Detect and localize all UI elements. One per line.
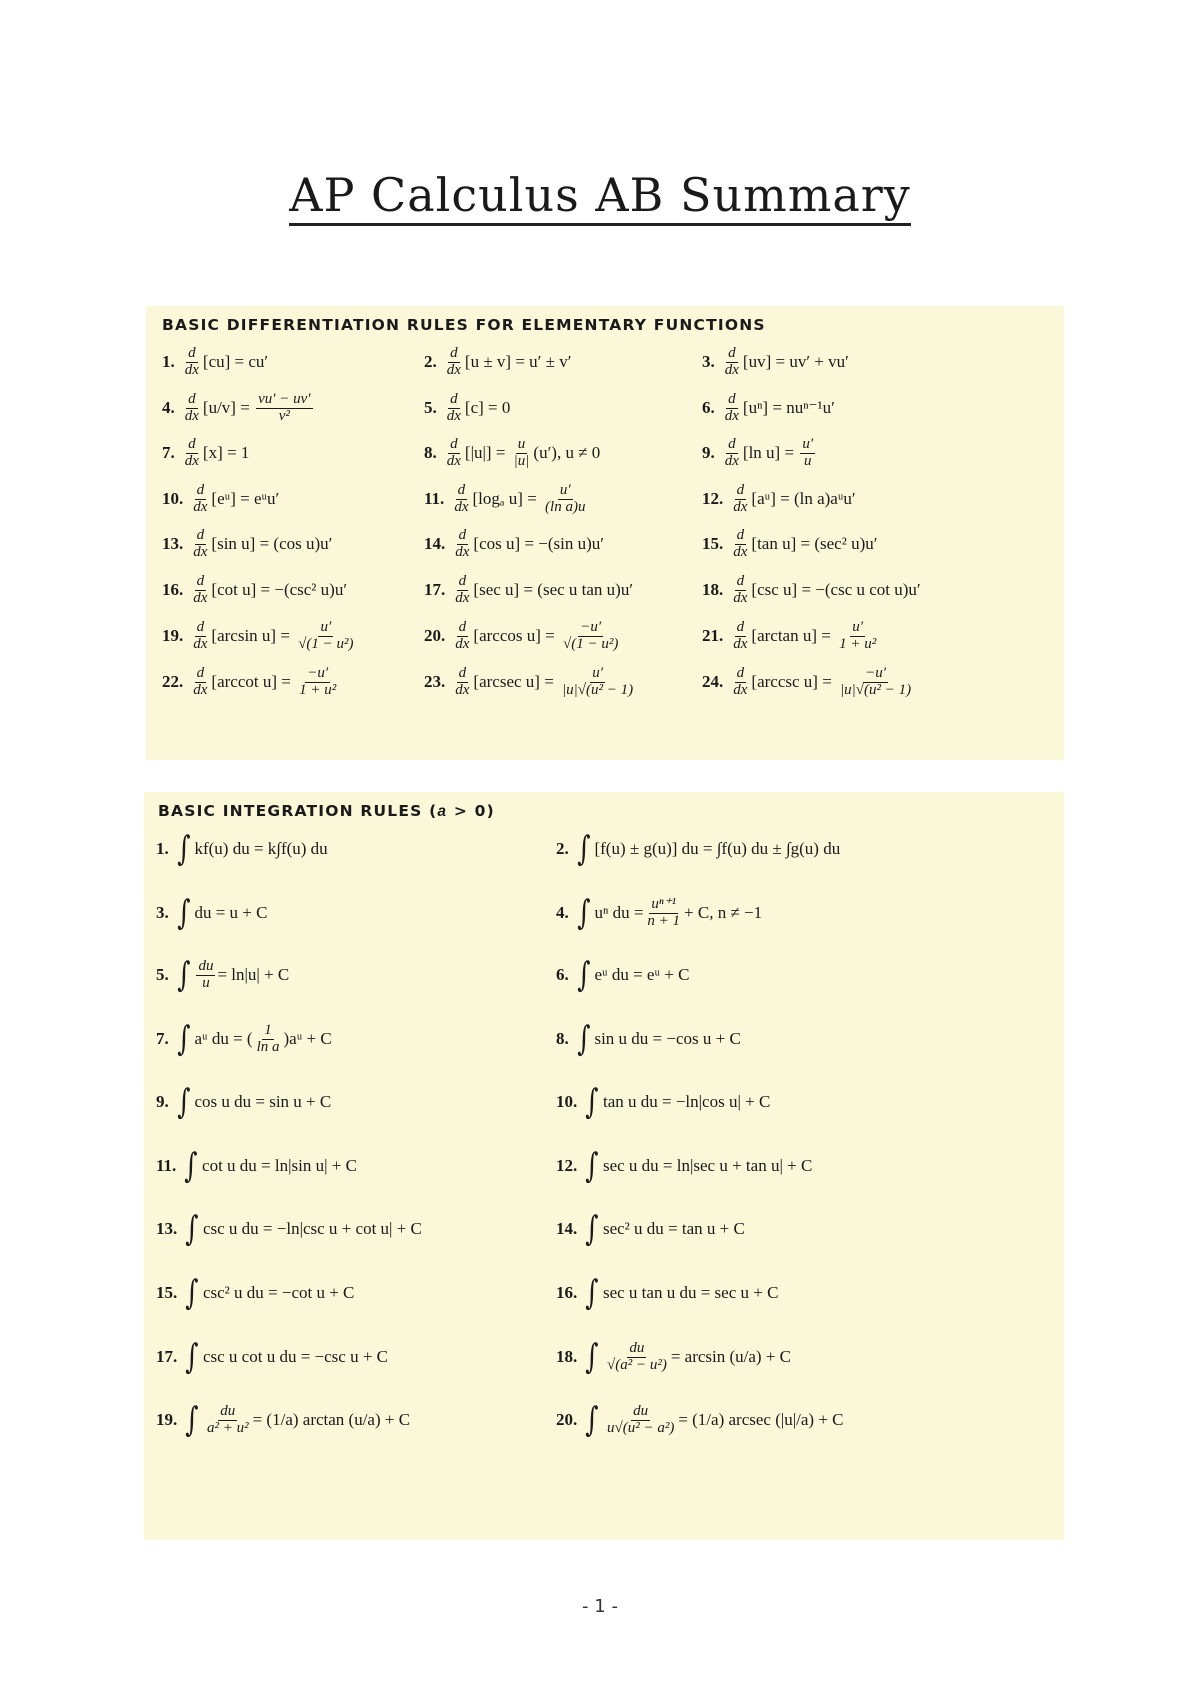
integral-sign-icon: ∫ [184,1146,198,1186]
rule-number: 18. [702,580,724,600]
rule-result-fraction: $\frac{-u'}{\text{1 + u²}}$ [299,665,337,698]
d-dx-operator: $\frac{d}{dx}$ [184,436,199,469]
integral-sign-icon: ∫ [576,829,591,869]
rule-result: = cu′ [234,352,269,372]
d-dx-operator: $\frac{d}{dx}$ [733,527,748,560]
integral-sign-icon: ∫ [585,1146,599,1186]
rule-argument: [cu] [202,352,231,372]
rule-text: kf(u) du = k∫f(u) du [194,839,328,858]
rule-text: csc u cot u du = −csc u + C [202,1347,389,1366]
rule-result-fraction: $\frac{u'}{\text{1 + u²}}$ [839,619,877,652]
integral-sign-icon: ∫ [176,829,191,869]
d-dx-operator: $\frac{d}{dx}$ [446,391,461,424]
rule-number: 12. [556,1156,578,1175]
integral-sign-icon: ∫ [585,1400,599,1440]
d-dx-operator: $\frac{d}{dx}$ [455,619,470,652]
rule-number: 20. [424,626,446,646]
derivative-rule [702,574,921,607]
derivative-rule: 9. $\frac{d}{dx}$ [ln u] = $\frac{u'}{u}$ [702,436,814,469]
rule-text: csc u du = −ln|csc u + cot u| + C [202,1219,422,1238]
rule-number: 16. [162,580,184,600]
rule-argument: [uⁿ] [742,398,769,418]
rule-text: eᵘ du = eᵘ + C [594,965,690,984]
rule-number: 14. [556,1219,578,1238]
rule-argument: [x] [202,443,223,463]
integral-sign-icon: ∫ [176,1082,191,1122]
derivative-rule: 19. $\frac{d}{dx}$ [arcsin u] = $\frac{u'}{\text{√(1 − u²)}}$ [162,619,354,652]
rule-argument: [c] [464,398,484,418]
derivative-rule [162,574,347,607]
rule-number: 11. [424,489,445,509]
rule-argument: [uv] [742,352,772,372]
rule-number: 2. [424,352,437,372]
rule-number: 16. [556,1283,578,1302]
rule-number: 9. [156,1092,169,1111]
integral-sign-icon: ∫ [585,1082,599,1122]
derivative-rule [424,346,571,379]
rule-number: 13. [156,1219,178,1238]
d-dx-operator: $\frac{d}{dx}$ [733,665,748,698]
d-dx-operator: $\frac{d}{dx}$ [455,527,470,560]
rule-argument: [csc u] [751,580,798,600]
derivative-rule [424,528,604,561]
integral-sign-icon: ∫ [585,1273,599,1313]
rule-number: 15. [156,1283,178,1302]
integral-rule: 4. ∫ uⁿ du = $\frac{\text{uⁿ⁺¹}}{n + 1}$ + C, n ≠ −1 [556,893,763,933]
rule-result: = (sec² u)u′ [800,534,878,554]
integral-rule [556,1209,745,1249]
integral-sign-icon: ∫ [585,1337,599,1377]
integral-rule [156,1146,357,1186]
d-dx-operator: $\frac{d}{dx}$ [193,665,208,698]
rule-number: 4. [556,903,569,922]
rule-number: 11. [156,1156,177,1175]
d-dx-operator: $\frac{d}{dx}$ [733,573,748,606]
integral-rule [156,1337,389,1377]
rule-text: sec u du = ln|sec u + tan u| + C [602,1156,813,1175]
rule-number: 5. [156,965,169,984]
d-dx-operator: $\frac{d}{dx}$ [733,619,748,652]
rule-number: 10. [162,489,184,509]
rule-fraction: $\frac{du}{\text{√(a² − u²)}}$ [606,1339,667,1373]
rule-text: cot u du = ln|sin u| + C [202,1156,357,1175]
integral-rule [556,1273,779,1313]
rule-argument: [arcsin u] [211,626,277,646]
derivative-rule: 8. $\frac{d}{dx}$ [|u|] = $\frac{u}{|u|}$ (u′), u ≠ 0 [424,436,601,469]
d-dx-operator: $\frac{d}{dx}$ [724,345,739,378]
rule-number: 19. [162,626,184,646]
integral-sign-icon: ∫ [176,893,191,933]
integral-sign-icon: ∫ [185,1337,199,1377]
rule-number: 20. [556,1410,578,1429]
rule-result-fraction: $\frac{u'}{\text{|u|√(u² − 1)}}$ [562,665,634,698]
integration-heading: BASIC INTEGRATION RULES (a > 0) [158,802,495,820]
d-dx-operator: $\frac{d}{dx}$ [193,527,208,560]
rule-text: csc² u du = −cot u + C [202,1283,355,1302]
d-dx-operator: $\frac{d}{dx}$ [193,573,208,606]
rule-argument: [u ± v] [464,352,512,372]
rule-result-fraction: $\frac{vu' - uv'}{\text{v²}}$ [258,391,311,424]
derivative-rule [162,528,332,561]
rule-result-fraction: $\frac{u'}{\text{√(1 − u²)}}$ [298,619,354,652]
integral-sign-icon: ∫ [585,1209,599,1249]
rule-result: = (sec u tan u)u′ [523,580,634,600]
rule-result-fraction: $\frac{-u'}{\text{√(1 − u²)}}$ [563,619,619,652]
rule-argument: [u/v] [202,398,236,418]
derivative-rule [702,528,877,561]
derivative-rule: 22. $\frac{d}{dx}$ [arccot u] = $\frac{-u'}{\text{1 + u²}}$ [162,665,337,698]
d-dx-operator: $\frac{d}{dx}$ [184,345,199,378]
rule-number: 14. [424,534,446,554]
derivative-rule [702,483,856,516]
derivative-rule [702,346,849,379]
rule-result-fraction: $\frac{u}{|u|}$ [513,436,530,469]
d-dx-operator: $\frac{d}{dx}$ [455,665,470,698]
d-dx-operator: $\frac{d}{dx}$ [446,345,461,378]
rule-number: 7. [156,1029,169,1048]
rule-number: 3. [156,903,169,922]
rule-result: = −(csc² u)u′ [260,580,348,600]
d-dx-operator: $\frac{d}{dx}$ [454,482,469,515]
integral-sign-icon: ∫ [576,955,591,995]
derivative-rule [162,437,249,470]
derivative-rule [424,392,510,425]
rule-result: = (ln a)aᵘu′ [780,489,856,509]
rule-argument: [arcsec u] [473,672,540,692]
d-dx-operator: $\frac{d}{dx}$ [724,391,739,424]
rule-text: [f(u) ± g(u)] du = ∫f(u) du ± ∫g(u) du [594,839,841,858]
rule-argument: [cos u] [473,534,521,554]
rule-result-fraction: $\frac{-u'}{\text{|u|√(u² − 1)}}$ [840,665,912,698]
rule-number: 1. [156,839,169,858]
d-dx-operator: $\frac{d}{dx}$ [733,482,748,515]
rule-fraction: $\frac{du}{\text{u√(u² − a²)}}$ [606,1402,675,1436]
derivative-rule [162,483,279,516]
rule-argument: [tan u] [751,534,797,554]
rule-argument: [arccos u] [473,626,541,646]
rule-result-fraction: $\frac{u'}{\text{(ln a)u}}$ [545,482,586,515]
integral-rule: 19. ∫ $\frac{du}{\text{a² + u²}}$ = (1/a) arctan (u/a) + C [156,1400,411,1440]
rule-number: 21. [702,626,724,646]
integral-sign-icon: ∫ [185,1400,199,1440]
d-dx-operator: $\frac{d}{dx}$ [193,619,208,652]
derivative-rule: 11. $\frac{d}{dx}$ [logₐ u] = $\frac{u'}{\text{(ln a)u}}$ [424,482,586,515]
rule-number: 7. [162,443,175,463]
rule-text: sec u tan u du = sec u + C [602,1283,779,1302]
rule-number: 24. [702,672,724,692]
rule-number: 17. [156,1347,178,1366]
rule-fraction: $\frac{du}{\text{a² + u²}}$ [206,1402,249,1436]
integral-sign-icon: ∫ [185,1273,199,1313]
rule-argument: [arccot u] [211,672,278,692]
rule-argument: [eᵘ] [211,489,236,509]
rule-argument: [ln u] [742,443,781,463]
rule-number: 1. [162,352,175,372]
integral-rule [556,1146,813,1186]
integral-rule [556,829,841,869]
rule-argument: [|u|] [464,443,492,463]
rule-number: 5. [424,398,437,418]
rule-argument: [arctan u] [751,626,818,646]
rule-number: 4. [162,398,175,418]
rule-result: = u′ ± v′ [515,352,572,372]
integral-rule [156,893,268,933]
rule-number: 6. [556,965,569,984]
derivative-rule: 4. $\frac{d}{dx}$ [u/v] = $\frac{vu' - uv'}{\text{v²}}$ [162,391,311,424]
rule-result: = (cos u)u′ [259,534,333,554]
rule-fraction: $\frac{du}{u}$ [198,957,214,991]
rule-number: 10. [556,1092,578,1111]
rule-number: 23. [424,672,446,692]
d-dx-operator: $\frac{d}{dx}$ [724,436,739,469]
integral-rule [156,1209,422,1249]
integral-rule [156,1273,355,1313]
rule-number: 17. [424,580,446,600]
differentiation-heading: BASIC DIFFERENTIATION RULES FOR ELEMENTARY FUNCTIONS [162,316,766,334]
rule-text: cos u du = sin u + C [194,1092,332,1111]
integral-rule [156,1082,332,1122]
rule-number: 8. [556,1029,569,1048]
rule-text: du = u + C [194,903,268,922]
derivative-rule: 24. $\frac{d}{dx}$ [arccsc u] = $\frac{-u'}{\text{|u|√(u² − 1)}}$ [702,665,912,698]
rule-number: 9. [702,443,715,463]
rule-result: = nuⁿ⁻¹u′ [772,398,835,418]
rule-result: = 1 [227,443,250,463]
rule-result: = −(csc u cot u)u′ [801,580,921,600]
integral-rule [556,955,690,995]
integral-sign-icon: ∫ [176,1019,191,1059]
rule-number: 8. [424,443,437,463]
rule-fraction: $\frac{\text{uⁿ⁺¹}}{n + 1}$ [647,895,681,929]
rule-argument: [sin u] [211,534,256,554]
rule-result: = 0 [488,398,511,418]
rule-number: 13. [162,534,184,554]
rule-result: = −(sin u)u′ [524,534,604,554]
derivative-rule [424,574,633,607]
rule-fraction: $\frac{1}{\text{ln a}}$ [256,1021,280,1055]
rule-argument: [sec u] [473,580,520,600]
rule-number: 22. [162,672,184,692]
derivative-rule: 20. $\frac{d}{dx}$ [arccos u] = $\frac{-u'}{\text{√(1 − u²)}}$ [424,619,619,652]
rule-argument: [aᵘ] [751,489,776,509]
derivative-rule [162,346,268,379]
integral-rule: 18. ∫ $\frac{du}{\text{√(a² − u²)}}$ = arcsin (u/a) + C [556,1337,792,1377]
integral-sign-icon: ∫ [576,893,591,933]
integral-rule [156,829,328,869]
rule-result: = eᵘu′ [240,489,280,509]
rule-argument: [logₐ u] [472,489,523,509]
integral-rule: 20. ∫ $\frac{du}{\text{u√(u² − a²)}}$ = (1/a) arcsec (|u|/a) + C [556,1400,844,1440]
integral-sign-icon: ∫ [576,1019,591,1059]
differentiation-rules-panel [146,306,1064,760]
d-dx-operator: $\frac{d}{dx}$ [184,391,199,424]
derivative-rule [702,392,835,425]
rule-result-fraction: $\frac{u'}{u}$ [802,436,814,469]
rule-number: 3. [702,352,715,372]
integral-rule [556,1019,741,1059]
rule-text: tan u du = −ln|cos u| + C [602,1092,771,1111]
rule-result: = uv′ + vu′ [775,352,849,372]
rule-number: 18. [556,1347,578,1366]
rule-argument: [cot u] [211,580,257,600]
integral-sign-icon: ∫ [185,1209,199,1249]
derivative-rule: 21. $\frac{d}{dx}$ [arctan u] = $\frac{u'}{\text{1 + u²}}$ [702,619,877,652]
d-dx-operator: $\frac{d}{dx}$ [455,573,470,606]
integral-sign-icon: ∫ [176,955,191,995]
d-dx-operator: $\frac{d}{dx}$ [193,482,208,515]
integration-rules-panel [144,792,1064,1540]
integral-rule: 5. ∫ $\frac{du}{u}$ = ln|u| + C [156,955,290,995]
document-title: AP Calculus AB Summary [0,168,1200,222]
rule-number: 2. [556,839,569,858]
rule-number: 6. [702,398,715,418]
rule-argument: [arccsc u] [751,672,818,692]
integral-rule [556,1082,771,1122]
rule-number: 12. [702,489,724,509]
d-dx-operator: $\frac{d}{dx}$ [446,436,461,469]
derivative-rule: 23. $\frac{d}{dx}$ [arcsec u] = $\frac{u'}{\text{|u|√(u² − 1)}}$ [424,665,634,698]
rule-number: 15. [702,534,724,554]
rule-text: sin u du = −cos u + C [594,1029,741,1048]
integral-rule: 7. ∫ aᵘ du = ( $\frac{1}{\text{ln a}}$ )aᵘ + C [156,1019,332,1059]
rule-number: 19. [156,1410,178,1429]
page-number: - 1 - [582,1596,618,1617]
rule-text: sec² u du = tan u + C [602,1219,745,1238]
